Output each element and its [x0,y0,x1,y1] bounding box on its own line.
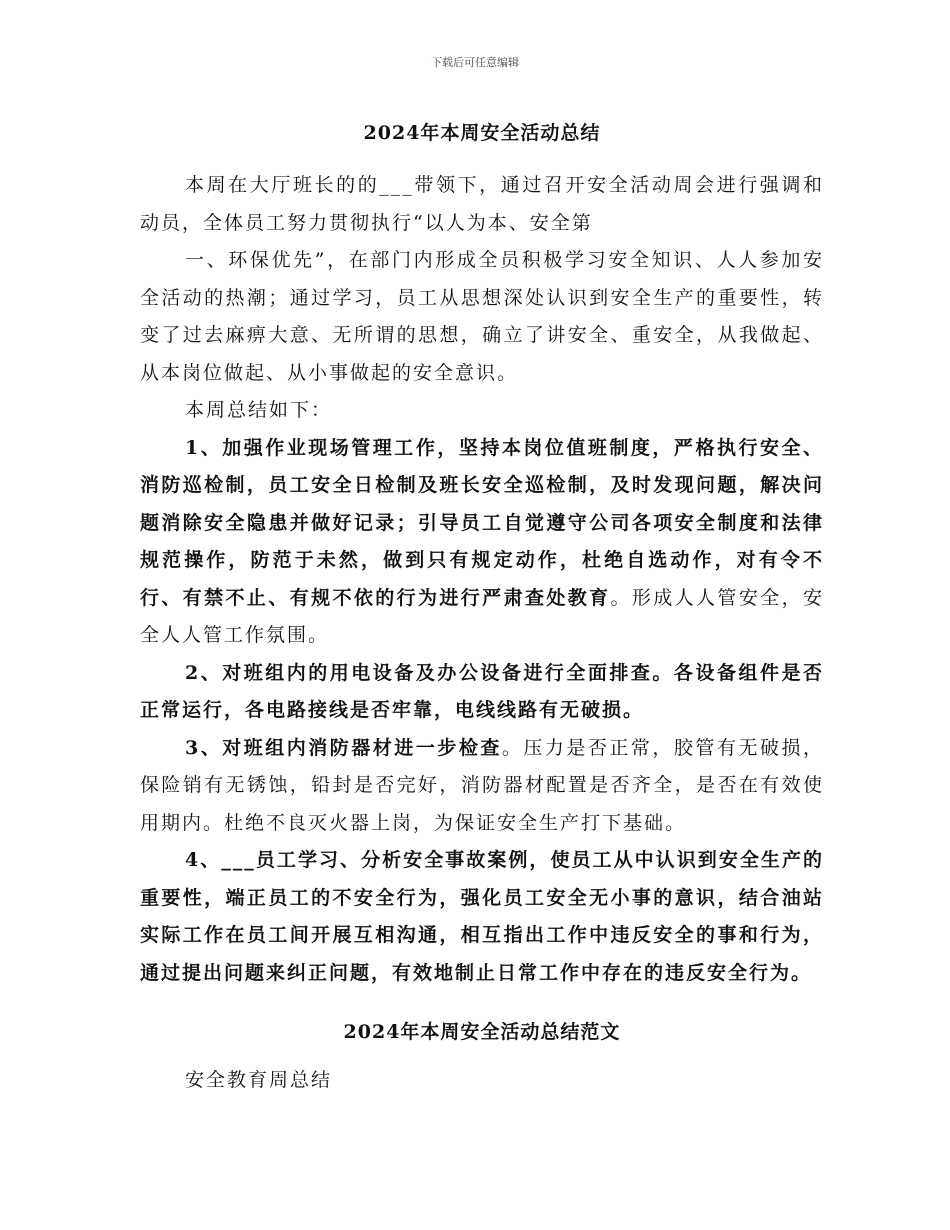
section-subtitle: 2024年本周安全活动总结范文 [343,1021,621,1043]
paragraph-summary-lead: 本周总结如下： [185,399,333,421]
list-item-2-bold: 2、对班组内的用电设备及办公设备进行全面排查。各设备组件是否正常运行，各电路接线是否牢靠，电线线路有无破损。 [140,661,824,721]
header-note: 下载后可任意编辑 [431,56,519,69]
list-item-1-normal: 。形成人人管安全，安全人人管工作氛围。 [140,586,824,646]
document-body [140,118,824,1100]
list-item-4-bold: 4、___员工学习、分析安全事故案例，使员工从中认识到安全生产的重要性，端正员工的不安全行为，强化员工安全无小事的意识，结合油站实际工作在员工间开展互相沟通，相互指出工作中违反安全的事和行为，通过提出问题来纠正问题，有效地制止日常工作中存在的违反安全行为。 [140,849,824,984]
list-item-3 [140,730,824,843]
list-item-3-normal: 。压力是否正常，胶管有无破损，保险销有无锈蚀，铅封是否完好，消防器材配置是否齐全，是否在有效使用期内。杜绝不良灭火器上岗，为保证安全生产打下基础。 [140,736,824,834]
paragraph-intro-continued: 一、环保优先”，在部门内形成全员积极学习安全知识、人人参加安全活动的热潮；通过学习，员工从思想深处认识到安全生产的重要性，转变了过去麻痹大意、无所谓的思想，确立了讲安全、重安全，从我做起、从本岗位做起、从小事做起的安全意识。 [140,249,824,384]
list-item-2 [140,655,824,730]
document-title: 2024年本周安全活动总结 [363,122,601,144]
paragraph-intro: 本周在大厅班长的的___带领下，通过召开安全活动周会进行强调和动员，全体员工努力贯彻执行“以人为本、安全第 [140,174,824,234]
paragraph-last: 安全教育周总结 [185,1069,333,1091]
list-item-1-bold: 1、加强作业现场管理工作，坚持本岗位值班制度，严格执行安全、消防巡检制，员工安全日检制及班长安全巡检制，及时发现问题，解决问题消除安全隐患并做好记录；引导员工自觉遵守公司各项安全制度和法律规范操作，防范于未然，做到只有规定动作，杜绝自选动作，对有令不行、有禁不止、有规不依的行为进行严肃查处教育 [140,436,824,609]
list-item-1 [140,430,824,655]
list-item-4 [140,842,824,992]
list-item-3-bold: 3、对班组内消防器材进一步检查 [185,736,502,759]
